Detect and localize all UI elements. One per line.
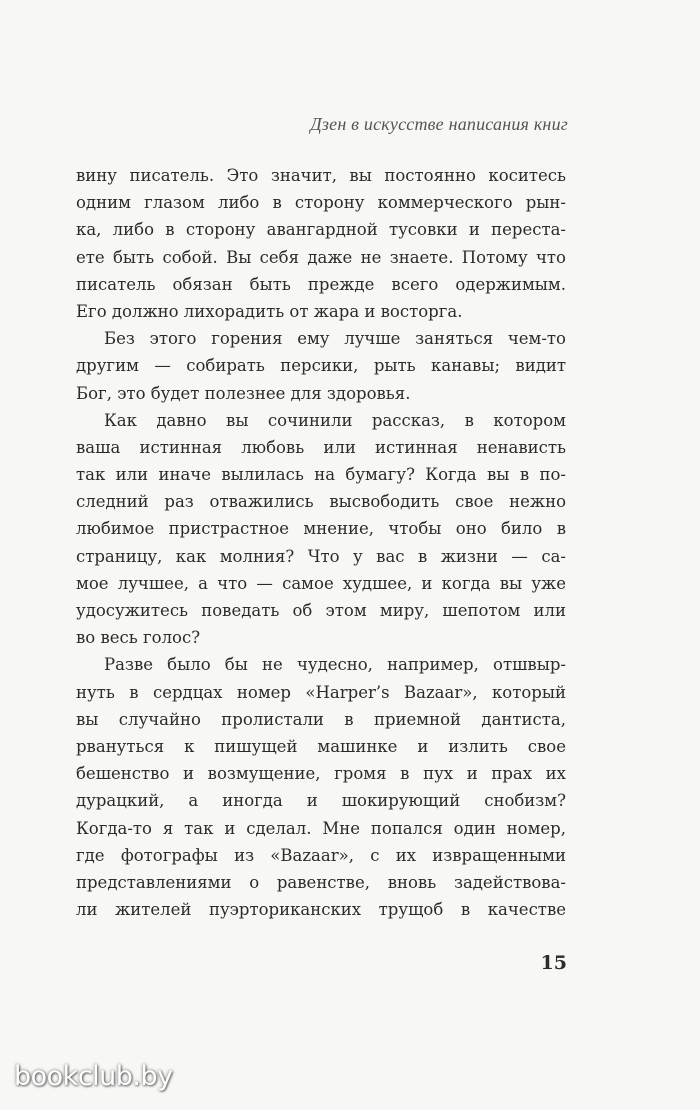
text-line: страницу, как молния? Что у вас в жизни — са- — [76, 546, 566, 566]
text-line: Когда-то я так и сделал. Мне попался один номер, — [76, 818, 566, 838]
text-line: так или иначе вылилась на бумагу? Когда вы в по- — [76, 465, 566, 485]
text-line: ваша истинная любовь или истинная ненависть — [76, 437, 566, 457]
text-line: мое лучшее, а что — самое худшее, и когда вы уже — [76, 573, 566, 593]
text-line: писатель обязан быть прежде всего одержимым. — [76, 274, 566, 294]
text-line: вы случайно пролистали в приемной дантиста, — [76, 709, 566, 729]
text-line: представлениями о равенстве, вновь задействова- — [76, 872, 566, 892]
text-line: ли жителей пуэрториканских трущоб в качестве — [76, 900, 566, 920]
text-line: удосужитесь поведать об этом миру, шепотом или — [76, 601, 566, 620]
page-number: 15 — [540, 952, 567, 974]
text-line: рвануться к пишущей машинке и излить свое — [76, 736, 566, 756]
body-text — [76, 162, 566, 923]
paragraph-first-line: Разве было бы не чудесно, например, отшвыр- — [104, 655, 566, 675]
text-line: Бог, это будет полезнее для здоровья. — [76, 383, 411, 403]
text-line: нуть в сердцах номер «Harper’s Bazaar», который — [76, 682, 566, 702]
watermark: bookclub.by — [14, 1061, 173, 1092]
text-line: следний раз отважились высвободить свое нежно — [76, 492, 566, 512]
paragraph-first-line: Как давно вы сочинили рассказ, в котором — [104, 410, 566, 430]
paragraph-first-line: Без этого горения ему лучше заняться чем-то — [104, 329, 566, 349]
text-line: дурацкий, а иногда и шокирующий снобизм? — [76, 791, 566, 811]
text-line: одним глазом либо в сторону коммерческого рын- — [76, 193, 566, 213]
text-line: любимое пристрастное мнение, чтобы оно било в — [76, 519, 566, 539]
text-line: ете быть собой. Вы себя даже не знаете. Потому что — [76, 247, 566, 267]
text-line: другим — собирать персики, рыть канавы; видит — [76, 356, 566, 376]
text-line: Его должно лихорадить от жара и восторга. — [76, 301, 463, 321]
text-line: во весь голос? — [76, 628, 201, 648]
text-line: вину писатель. Это значит, вы постоянно коситесь — [76, 166, 566, 185]
text-line: ка, либо в сторону авангардной тусовки и переста- — [76, 220, 566, 240]
text-line: где фотографы из «Bazaar», с их извращенными — [76, 845, 566, 865]
text-line: бешенство и возмущение, громя в пух и прах их — [76, 764, 566, 784]
running-header: Дзен в искусстве написания книг — [310, 114, 568, 134]
